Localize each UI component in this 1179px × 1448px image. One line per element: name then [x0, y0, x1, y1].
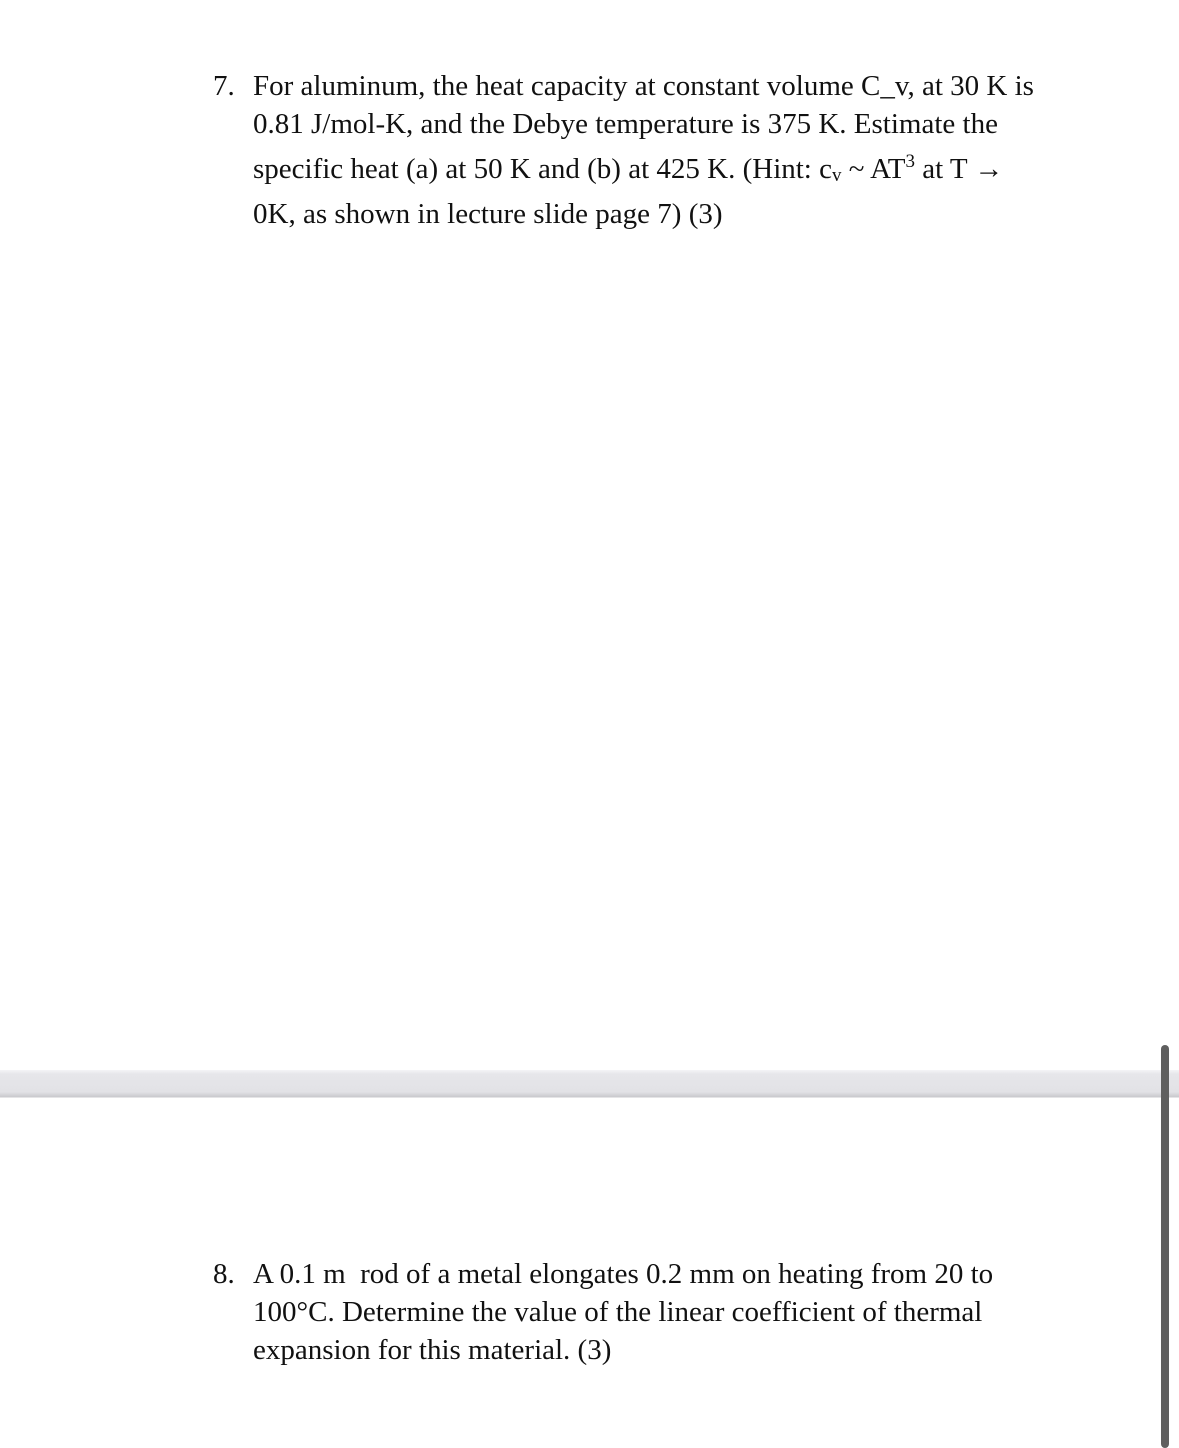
question-line: For aluminum, the heat capacity at constant volume C_v, at 30 K is [253, 70, 1034, 102]
question-line: 100°C. Determine the value of the linear coefficient of thermal [253, 1296, 983, 1328]
question-line: expansion for this material. (3) [253, 1334, 612, 1366]
question-7 [213, 67, 1093, 233]
question-number: 8. [213, 1258, 235, 1290]
question-text [253, 1255, 1093, 1369]
formula-superscript: 3 [905, 151, 916, 172]
formula-text: specific heat (a) at 50 K and (b) at 425 K. (Hint: c [253, 153, 832, 185]
question-line: 0.81 J/mol-K, and the Debye temperature is 375 K. Estimate the [253, 108, 998, 140]
question-number: 7. [213, 70, 235, 102]
formula-subscript: v [831, 165, 842, 186]
question-text [253, 67, 1093, 233]
vertical-scrollbar[interactable] [1161, 1045, 1169, 1448]
question-line: A 0.1 m rod of a metal elongates 0.2 mm on heating from 20 to [253, 1258, 994, 1290]
formula-text: ~ AT [841, 153, 906, 185]
question-line-with-formula [253, 143, 1093, 195]
question-line: 0K, as shown in lecture slide page 7) (3) [253, 198, 723, 230]
question-8 [213, 1255, 1093, 1369]
page-separator [0, 1070, 1179, 1098]
formula-text: at T → [915, 153, 1004, 185]
